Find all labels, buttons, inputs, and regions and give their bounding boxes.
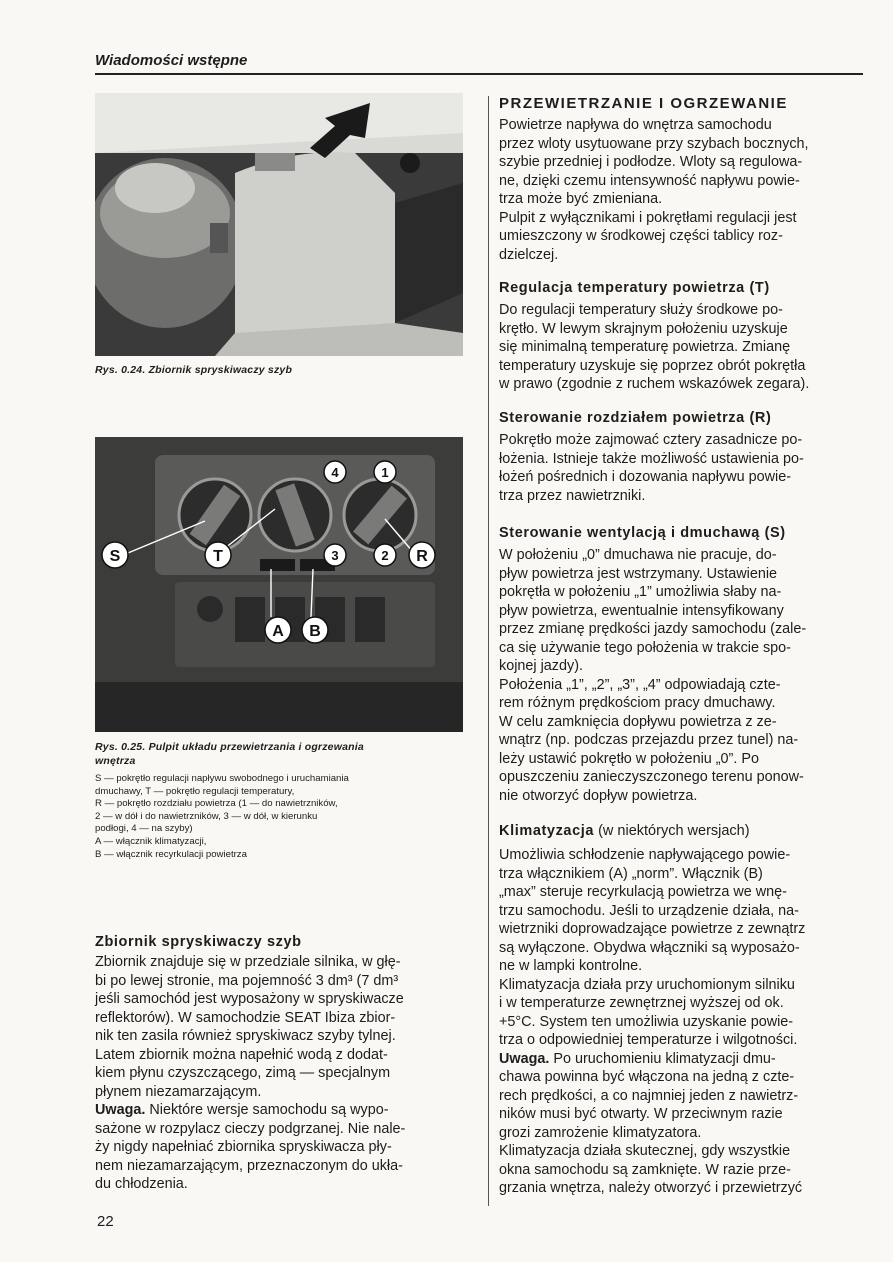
text-line: Powietrze napływa do wnętrza samochodu	[499, 117, 772, 133]
label-a: A	[272, 623, 284, 640]
text-line: kojnej jazdy).	[499, 658, 583, 674]
ventilation-main-heading: PRZEWIETRZANIE I OGRZEWANIE	[499, 95, 788, 112]
text-line: nik ten zasila również spryskiwacz szyby tylnej.	[95, 1028, 396, 1044]
text-line: Zbiornik znajduje się w przedziale silnika, w głę-	[95, 954, 401, 970]
text-line: pływ powietrza jest wstrzymany. Ustawienie	[499, 565, 778, 582]
page-number: 22	[97, 1213, 114, 1230]
running-header: Wiadomości wstępne	[95, 52, 248, 69]
text-line: rech prędkości, a co najmniej jeden z nawietrz-	[499, 1087, 799, 1104]
temperature-paragraph	[499, 301, 863, 394]
text-line: bi po lewej stronie, ma pojemność 3 dm³ (7 dm³	[95, 972, 399, 989]
text-line: przez wloty usytuowane przy szybach bocznych,	[499, 135, 809, 152]
figure-0-25-legend	[95, 773, 465, 861]
text-line: Pulpit z wyłącznikami i pokrętłami regulacji jest	[499, 209, 797, 226]
text-line: nem niezamarzającym, przeznaczonym do ukła-	[95, 1157, 403, 1174]
text-line: łożenia. Istnieje także możliwość ustawienia po-	[499, 450, 804, 467]
text-line: trza przez nawietrzniki.	[499, 487, 646, 504]
text-line: w prawo (zgodnie z ruchem wskazówek zegara).	[499, 376, 810, 392]
distribution-paragraph	[499, 431, 863, 505]
figure-0-25-caption-line1: Rys. 0.25. Pulpit układu przewietrzania i ogrzewania	[95, 741, 364, 753]
temperature-heading: Regulacja temperatury powietrza (T)	[499, 280, 770, 296]
text-run: Niektóre wersje samochodu są wypo-	[145, 1102, 389, 1118]
text-line: sażone w rozpylacz cieczy podgrzanej. Nie nale-	[95, 1120, 406, 1137]
text-line: Do regulacji temperatury służy środkowe po-	[499, 302, 783, 318]
legend-line: podłogi, 4 — na szyby)	[95, 823, 193, 835]
text-line: grozi zamrożenie klimatyzatora.	[499, 1124, 702, 1141]
text-line: Latem zbiornik można napełnić wodą z dodat-	[95, 1046, 388, 1063]
ac-paragraph	[499, 846, 863, 1198]
text-line: Klimatyzacja działa skutecznej, gdy wszystkie	[499, 1143, 791, 1159]
text-line: Klimatyzacja działa przy uruchomionym silniku	[499, 976, 795, 993]
text-line: ne, dzięki czemu intensywność napływu powie-	[499, 172, 800, 189]
text-line: grzania wnętrza, należy otworzyć i przewietrzyć	[499, 1180, 803, 1196]
text-line: ne w lampki kontrolne.	[499, 958, 643, 974]
legend-line: A — włącznik klimatyzacji,	[95, 835, 207, 847]
text-line: jeśli samochód jest wyposażony w spryskiwacze	[95, 991, 404, 1007]
fan-heading: Sterowanie wentylacją i dmuchawą (S)	[499, 525, 786, 541]
distribution-heading: Sterowanie rozdziałem powietrza (R)	[499, 410, 772, 426]
text-line: umieszczony w środkowej części tablicy roz-	[499, 228, 783, 244]
note-label: Uwaga.	[499, 1050, 550, 1067]
text-line: chawa powinna być włączona na jedną z czte-	[499, 1069, 795, 1085]
text-line: trza może być zmieniana.	[499, 191, 663, 207]
column-divider	[488, 96, 489, 1206]
text-line: szybie przedniej i podłodze. Wloty są regulowa-	[499, 154, 803, 170]
text-line: kiem płynu czyszczącego, zimą — specjalnym	[95, 1065, 391, 1081]
text-line: „max” steruje recyrkulacją powietrza we wnę-	[499, 884, 787, 900]
text-line: się minimalną temperaturę powietrza. Zmianę	[499, 339, 791, 355]
ac-heading-suffix: (w niektórych wersjach)	[594, 823, 750, 839]
ac-heading-label: Klimatyzacja	[499, 823, 595, 839]
text-line: du chłodzenia.	[95, 1176, 188, 1192]
text-line: rem różnym prędkościom pracy dmuchawy.	[499, 695, 776, 711]
label-t: T	[213, 548, 223, 565]
text-line: są wyłączone. Obydwa włączniki są wyposażo-	[499, 939, 800, 956]
header-rule	[95, 73, 863, 75]
text-line: leży ustawić pokrętło w położeniu „0”. Po	[499, 750, 759, 767]
text-line: Położenia „1”, „2”, „3”, „4” odpowiadają czte-	[499, 676, 781, 693]
text-line: ży nigdy napełniać zbiornika spryskiwacza pły-	[95, 1139, 392, 1155]
text-line: krętło. W lewym skrajnym położeniu uzyskuje	[499, 320, 788, 337]
washer-paragraph	[95, 953, 457, 1194]
text-line: ników musi być otwarty. W przeciwnym razie	[499, 1106, 783, 1122]
text-line: i w temperaturze zewnętrznej wyższej od ok.	[499, 995, 784, 1011]
text-line: łożeń pośrednich i dozowania napływu powie-	[499, 469, 791, 485]
text-line: W położeniu „0” dmuchawa nie pracuje, do-	[499, 547, 777, 563]
label-r: R	[416, 548, 428, 565]
text-line: ca się używanie tego położenia w trakcie spo-	[499, 639, 791, 656]
text-line: Pokrętło może zajmować cztery zasadnicze po-	[499, 432, 803, 448]
text-line: +5°C. System ten umożliwia uzyskanie powie-	[499, 1013, 794, 1030]
legend-line: dmuchawy, T — pokrętło regulacji temperatury,	[95, 785, 295, 797]
text-line: trza włącznikiem (A) „norm”. Włącznik (B)	[499, 865, 763, 882]
text-line: reflektorów). W samochodzie SEAT Ibiza zbior-	[95, 1009, 396, 1026]
fan-paragraph	[499, 546, 863, 805]
label-b: B	[309, 623, 321, 640]
intro-paragraph	[499, 116, 863, 264]
text-line: okna samochodu są zamknięte. W razie prze-	[499, 1161, 791, 1178]
figure-0-25-caption-line2: wnętrza	[95, 755, 136, 767]
text-line: przez zmianę prędkości jazdy samochodu (zale-	[499, 621, 807, 637]
text-line: wietrzniki doprowadzające powietrze z zewnątrz	[499, 921, 806, 937]
text-line: trza o odpowiedniej temperaturze i wilgotności.	[499, 1032, 798, 1048]
washer-note-first-line	[95, 1101, 457, 1120]
legend-line: R — pokrętło rozdziału powietrza (1 — do nawietrzników,	[95, 798, 338, 810]
label-4: 4	[331, 465, 339, 480]
legend-line: 2 — w dół i do nawietrzników, 3 — w dół, w kierunku	[95, 810, 318, 822]
label-3: 3	[331, 548, 339, 563]
washer-section-heading: Zbiornik spryskiwaczy szyb	[95, 934, 302, 950]
legend-line: S — pokrętło regulacji napływu swobodnego i uruchamiania	[95, 773, 349, 784]
text-line: pokrętła w położeniu „1” umożliwia słaby na-	[499, 584, 782, 600]
text-line: Umożliwia schłodzenie napływającego powie-	[499, 847, 791, 863]
label-1: 1	[381, 465, 389, 480]
text-line: nie otworzyć dopływ powietrza.	[499, 787, 698, 804]
legend-line: B — włącznik recyrkulacji powietrza	[95, 848, 247, 860]
text-line: temperatury uzyskuje się poprzez obrót pokrętła	[499, 357, 806, 374]
washer-reservoir-photo	[95, 93, 463, 356]
ac-heading	[499, 823, 750, 839]
label-2: 2	[381, 548, 389, 563]
label-s: S	[109, 548, 121, 565]
text-line: pływ powietrza, ewentualnie intensyfikowany	[499, 602, 784, 619]
text-line: dzielczej.	[499, 246, 559, 263]
text-run: Po uruchomieniu klimatyzacji dmu-	[549, 1050, 776, 1067]
figure-0-24-caption: Rys. 0.24. Zbiornik spryskiwaczy szyb	[95, 364, 293, 376]
ac-note-first-line	[499, 1050, 863, 1069]
text-line: trzu samochodu. Jeśli to urządzenie działa, na-	[499, 902, 799, 919]
text-line: opuszczeniu zanieczyszczonego terenu ponow-	[499, 769, 804, 785]
heating-panel-photo	[95, 437, 463, 732]
text-line: wnątrz (np. podczas przejazdu przez tunel) na-	[499, 732, 799, 748]
note-label: Uwaga.	[95, 1102, 146, 1118]
text-line: płynem niezamarzającym.	[95, 1083, 262, 1100]
text-line: W celu zamknięcia dopływu powietrza z ze-	[499, 713, 777, 730]
